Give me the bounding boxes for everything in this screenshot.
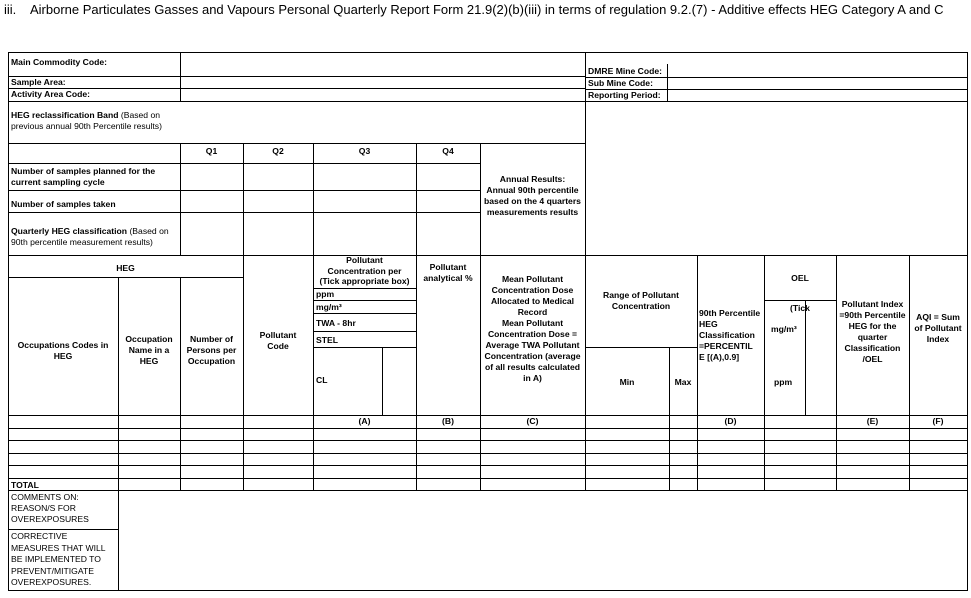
oel-unit-mgm3: mg/m³ (771, 324, 797, 334)
column-label-e: (E) (866, 416, 879, 426)
samples-taken-label: Number of samples taken (11, 199, 116, 209)
occupation-name-header: Occupation Name in a HEG (125, 334, 173, 366)
unit-mgm3-label: mg/m³ (316, 302, 342, 312)
column-label-d: (D) (724, 416, 737, 426)
sub-mine-code-field[interactable] (668, 78, 966, 89)
column-label-a: (A) (358, 416, 371, 426)
heg-reclassification-label: HEG reclassification Band (Based on previous annual 90th Percentile results) (11, 110, 162, 131)
cl-label: CL (316, 375, 328, 385)
activity-area-code-field[interactable] (181, 89, 584, 101)
unit-ppm-label: ppm (316, 289, 335, 299)
oel-header: OEL (791, 273, 809, 283)
quarterly-heg-classification-label: Quarterly HEG classification (Based on 90th percentile measurement results) (11, 226, 169, 247)
quarter-q4: Q4 (442, 146, 454, 156)
occupation-codes-header: Occupations Codes in HEG (17, 340, 109, 361)
sample-area-label: Sample Area: (11, 77, 66, 87)
column-label-b: (B) (442, 416, 454, 426)
twa-8hr-label: TWA - 8hr (316, 318, 356, 328)
pollutant-analytical-header: Pollutant analytical % (423, 262, 473, 283)
sample-area-field[interactable] (181, 77, 584, 88)
form-heading (4, 2, 970, 17)
quarter-q3: Q3 (358, 146, 371, 156)
total-label: TOTAL (11, 480, 39, 490)
oel-unit-ppm: ppm (774, 377, 793, 387)
samples-planned-label: Number of samples planned for the current sampling cycle (11, 166, 156, 187)
aqi-header: AQI = Sum of Pollutant Index (914, 312, 962, 344)
percentile-90-header: 90th Percentile HEG Classification =PERCENTIL E [(A),0.9] (699, 308, 761, 362)
heading-roman-numeral: iii. (4, 2, 17, 17)
heading-title: Airborne Particulates Gasses and Vapours Personal Quarterly Report Form 21.9(2)(b)(iii) in terms of regulation 9.2.(7) - Additive effects HEG Category A and C (30, 2, 944, 17)
heg-header: HEG (116, 263, 135, 273)
main-commodity-code-label: Main Commodity Code: (11, 57, 107, 67)
corrective-measures-field[interactable] (119, 530, 966, 589)
corrective-measures-label: CORRECTIVE MEASURES THAT WILL BE IMPLEMENTED TO PREVENT/MITIGATE OVEREXPOSURES. (11, 531, 106, 587)
annual-results-label: Annual Results: Annual 90th percentile based on the 4 quarters measurements results (484, 174, 581, 217)
mean-concentration-dose-header: Mean Pollutant Concentration Dose Allocated to Medical Record Mean Pollutant Concentration Dose = Average TWA Pollutant Concentration (average of all results calculated in A) (484, 274, 581, 383)
reporting-period-field[interactable] (668, 90, 966, 101)
persons-per-occupation-header: Number of Persons per Occupation (186, 334, 237, 366)
range-of-concentration-header: Range of Pollutant Concentration (603, 290, 679, 311)
pollutant-concentration-header: Pollutant Concentration per (Tick appropriate box) (319, 255, 410, 286)
comments-label: COMMENTS ON: REASON/S FOR OVEREXPOSURES (11, 492, 89, 524)
dmre-mine-code-field[interactable] (668, 65, 966, 77)
stel-label: STEL (316, 335, 338, 345)
quarter-q2: Q2 (272, 146, 284, 156)
pollutant-index-header: Pollutant Index =90th Percentile HEG for the quarter Classification /OEL (839, 299, 906, 364)
range-min-header: Min (619, 377, 635, 387)
oel-tick-label: (Tick (790, 303, 810, 313)
reporting-period-label: Reporting Period: (588, 90, 661, 100)
column-label-f: (F) (932, 416, 944, 426)
pollutant-code-header: Pollutant Code (259, 330, 297, 351)
dmre-mine-code-label: DMRE Mine Code: (588, 66, 662, 76)
main-commodity-code-field[interactable] (181, 53, 584, 76)
sub-mine-code-label: Sub Mine Code: (588, 78, 653, 88)
quarter-q1: Q1 (205, 146, 218, 156)
column-label-c: (C) (526, 416, 539, 426)
activity-area-code-label: Activity Area Code: (11, 89, 90, 99)
comments-field[interactable] (119, 491, 966, 529)
range-max-header: Max (674, 377, 692, 387)
